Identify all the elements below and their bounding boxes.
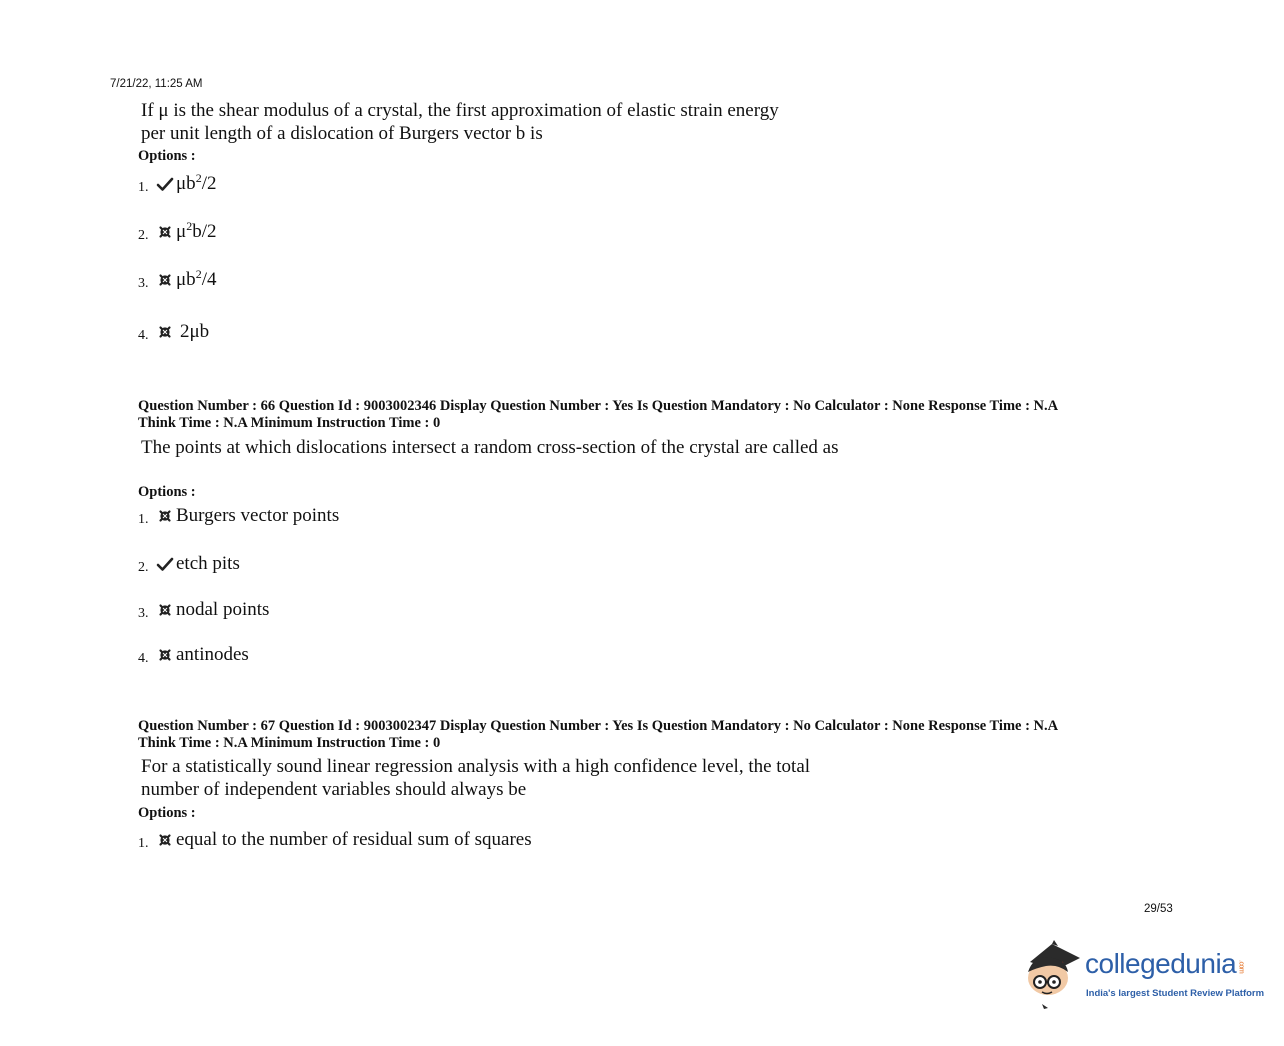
- question-meta-line: Question Number : 66 Question Id : 9003002346 Display Question Number : Yes Is Question Mandatory : No Calculator : None Response Time : N.A: [138, 398, 1059, 414]
- check-icon: [156, 555, 174, 573]
- question-meta-line: Think Time : N.A Minimum Instruction Time : 0: [138, 415, 441, 431]
- cross-icon: [156, 646, 174, 664]
- option-item: [138, 170, 216, 196]
- option-number: 3.: [138, 606, 149, 621]
- option-text: nodal points: [176, 599, 270, 620]
- question-text-line: For a statistically sound linear regression analysis with a high confidence level, the total: [141, 756, 811, 777]
- check-icon: [156, 175, 174, 193]
- option-item: [138, 318, 209, 344]
- question-67-text: [141, 755, 841, 801]
- logo-wordmark: collegedunia.com: [1085, 948, 1245, 979]
- mascot-icon: [1022, 938, 1084, 1010]
- question-text-line: If μ is the shear modulus of a crystal, the first approximation of elastic strain energy: [141, 100, 779, 121]
- question-text-line: number of independent variables should always be: [141, 779, 527, 800]
- cross-icon: [156, 323, 174, 341]
- option-item: [138, 218, 216, 244]
- option-number: 4.: [138, 328, 149, 343]
- option-item: [138, 641, 249, 667]
- cross-icon: [156, 223, 174, 241]
- option-text: equal to the number of residual sum of squares: [176, 829, 532, 850]
- question-66-meta: [138, 398, 1168, 432]
- option-number: 1.: [138, 180, 149, 195]
- cross-icon: [156, 271, 174, 289]
- options-label: Options :: [138, 148, 196, 164]
- option-number: 2.: [138, 560, 149, 575]
- logo-tagline: India's largest Student Review Platform: [1086, 988, 1265, 999]
- cross-icon: [156, 831, 174, 849]
- option-text: etch pits: [176, 553, 240, 574]
- option-number: 3.: [138, 276, 149, 291]
- option-number: 2.: [138, 228, 149, 243]
- option-text: antinodes: [176, 644, 249, 665]
- option-number: 4.: [138, 651, 149, 666]
- question-meta-line: Question Number : 67 Question Id : 9003002347 Display Question Number : Yes Is Question Mandatory : No Calculator : None Response Time : N.A: [138, 718, 1059, 734]
- print-timestamp: 7/21/22, 11:25 AM: [110, 78, 203, 90]
- question-meta-line: Think Time : N.A Minimum Instruction Time : 0: [138, 735, 441, 751]
- option-text: $\mu b^2/4$: [176, 267, 217, 290]
- option-item: [138, 826, 532, 852]
- option-item: [138, 266, 216, 292]
- option-text: $\mu b^2/2$: [176, 171, 217, 194]
- option-item: [138, 550, 240, 576]
- option-number: 1.: [138, 836, 149, 851]
- cross-icon: [156, 601, 174, 619]
- option-item: [138, 596, 269, 622]
- question-text-line: per unit length of a dislocation of Burgers vector b is: [141, 123, 543, 144]
- cross-icon: [156, 507, 174, 525]
- collegedunia-logo: [1022, 938, 1265, 1010]
- option-text: Burgers vector points: [176, 505, 340, 526]
- question-67-meta: [138, 718, 1168, 752]
- options-label: Options :: [138, 805, 196, 821]
- options-label: Options :: [138, 484, 196, 500]
- question-66-text: The points at which dislocations intersect a random cross-section of the crystal are called as: [141, 437, 839, 458]
- option-text: 2μb: [180, 321, 210, 342]
- question-65-text: [141, 99, 841, 145]
- option-item: [138, 502, 339, 528]
- page-number: 29/53: [1144, 903, 1173, 915]
- option-number: 1.: [138, 512, 149, 527]
- option-text: $\mu^2b/2$: [176, 219, 217, 242]
